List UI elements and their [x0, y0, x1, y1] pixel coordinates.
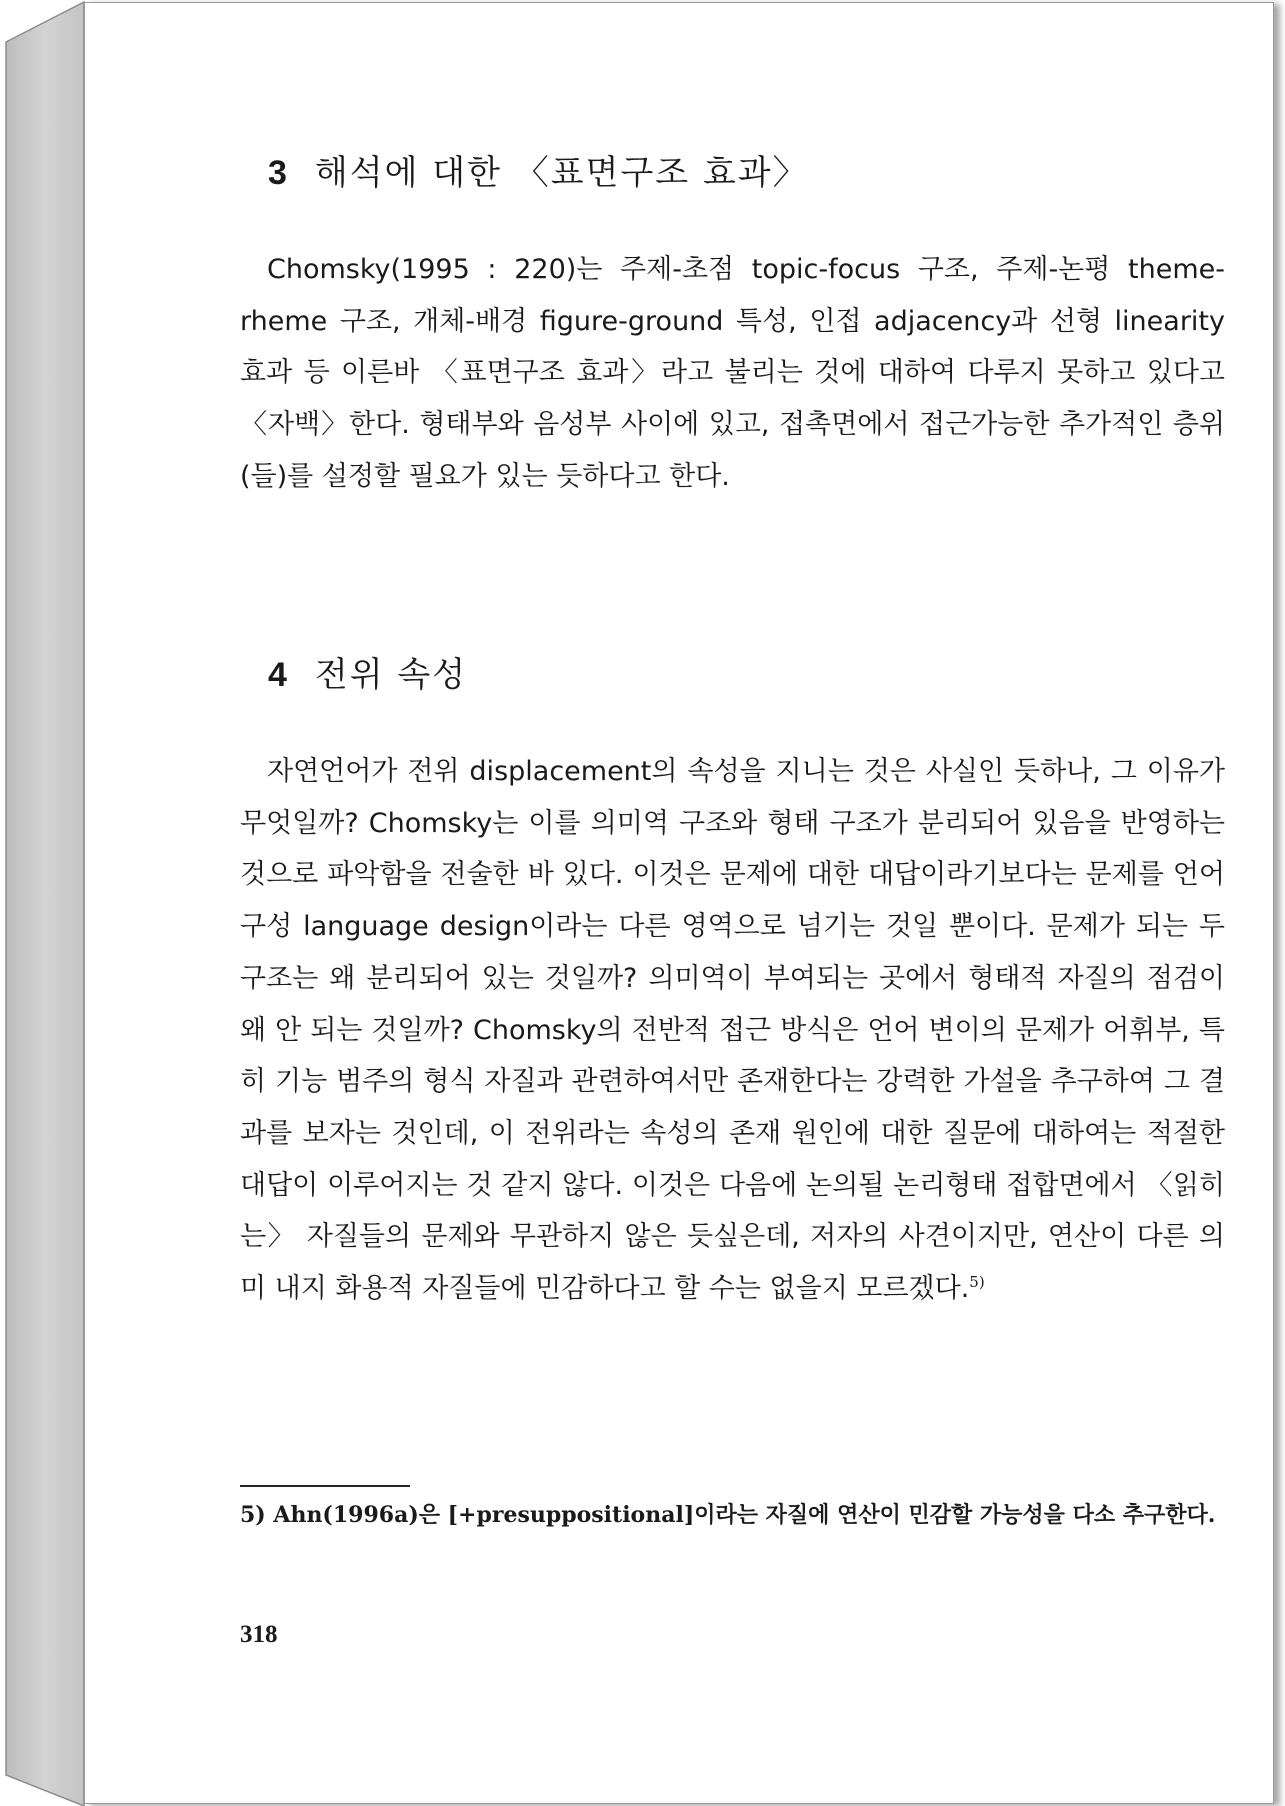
section-4-number: 4 — [268, 656, 289, 694]
footnote-divider — [240, 1485, 410, 1487]
page-sheet — [84, 2, 1274, 1804]
section-3-heading — [268, 153, 809, 193]
section-3-paragraph: Chomsky(1995 : 220)는 주제-초점 topic-focus 구조, 주제-논평 theme-rheme 구조, 개체-배경 figure-ground 특성, 인접 adjacency과 선형 linearity 효과 등 이른바 〈표면구조 효과〉라고 불리는 것에 대하여 다루지 못하고 있다고 〈자백〉한다. 형태부와 음성부 사이에 있고, 접촉면에서 접근가능한 추가적인 층위(들)를 설정할 필요가 있는 듯하다고 한다. — [240, 254, 1225, 492]
footnote-reference-marker: 5) — [969, 1273, 985, 1292]
section-4-heading — [268, 655, 467, 695]
section-4-title: 전위 속성 — [314, 655, 468, 695]
footnote-5: 5) Ahn(1996a)은 [+presuppositional]이라는 자질에 연산이 민감할 가능성을 다소 추구한다. — [240, 1502, 1216, 1528]
section-3-number: 3 — [268, 154, 289, 192]
section-3-title: 해석에 대한 〈표면구조 효과〉 — [314, 153, 809, 193]
section-4-paragraph: 자연언어가 전위 displacement의 속성을 지니는 것은 사실인 듯하나, 그 이유가 무엇일까? Chomsky는 이를 의미역 구조와 형태 구조가 분리되어 있음을 반영하는 것으로 파악함을 전술한 바 있다. 이것은 문제에 대한 대답이라기보다는 문제를 언어 구성 language design이라는 다른 영역으로 넘기는 것일 뿐이다. 문제가 되는 두 구조는 왜 분리되어 있는 것일까? 의미역이 부여되는 곳에서 형태적 자질의 점검이 왜 안 되는 것일까? Chomsky의 전반적 접근 방식은 언어 변이의 문제가 어휘부, 특히 기능 범주의 형식 자질과 관련하여서만 존재한다는 강력한 가설을 추구하여 그 결과를 보자는 것인데, 이 전위라는 속성의 존재 원인에 대한 질문에 대하여는 적절한 대답이 이루어지는 것 같지 않다. 이것은 다음에 논의될 논리형태 접합면에서 〈읽히는〉 자질들의 문제와 무관하지 않은 듯싶은데, 저자의 사견이지만, 연산이 다른 의미 내지 화용적 자질들에 민감하다고 할 수는 없을지 모르겠다.$^{5)}$ — [240, 756, 1225, 1305]
page-number: 318 — [240, 1621, 278, 1648]
